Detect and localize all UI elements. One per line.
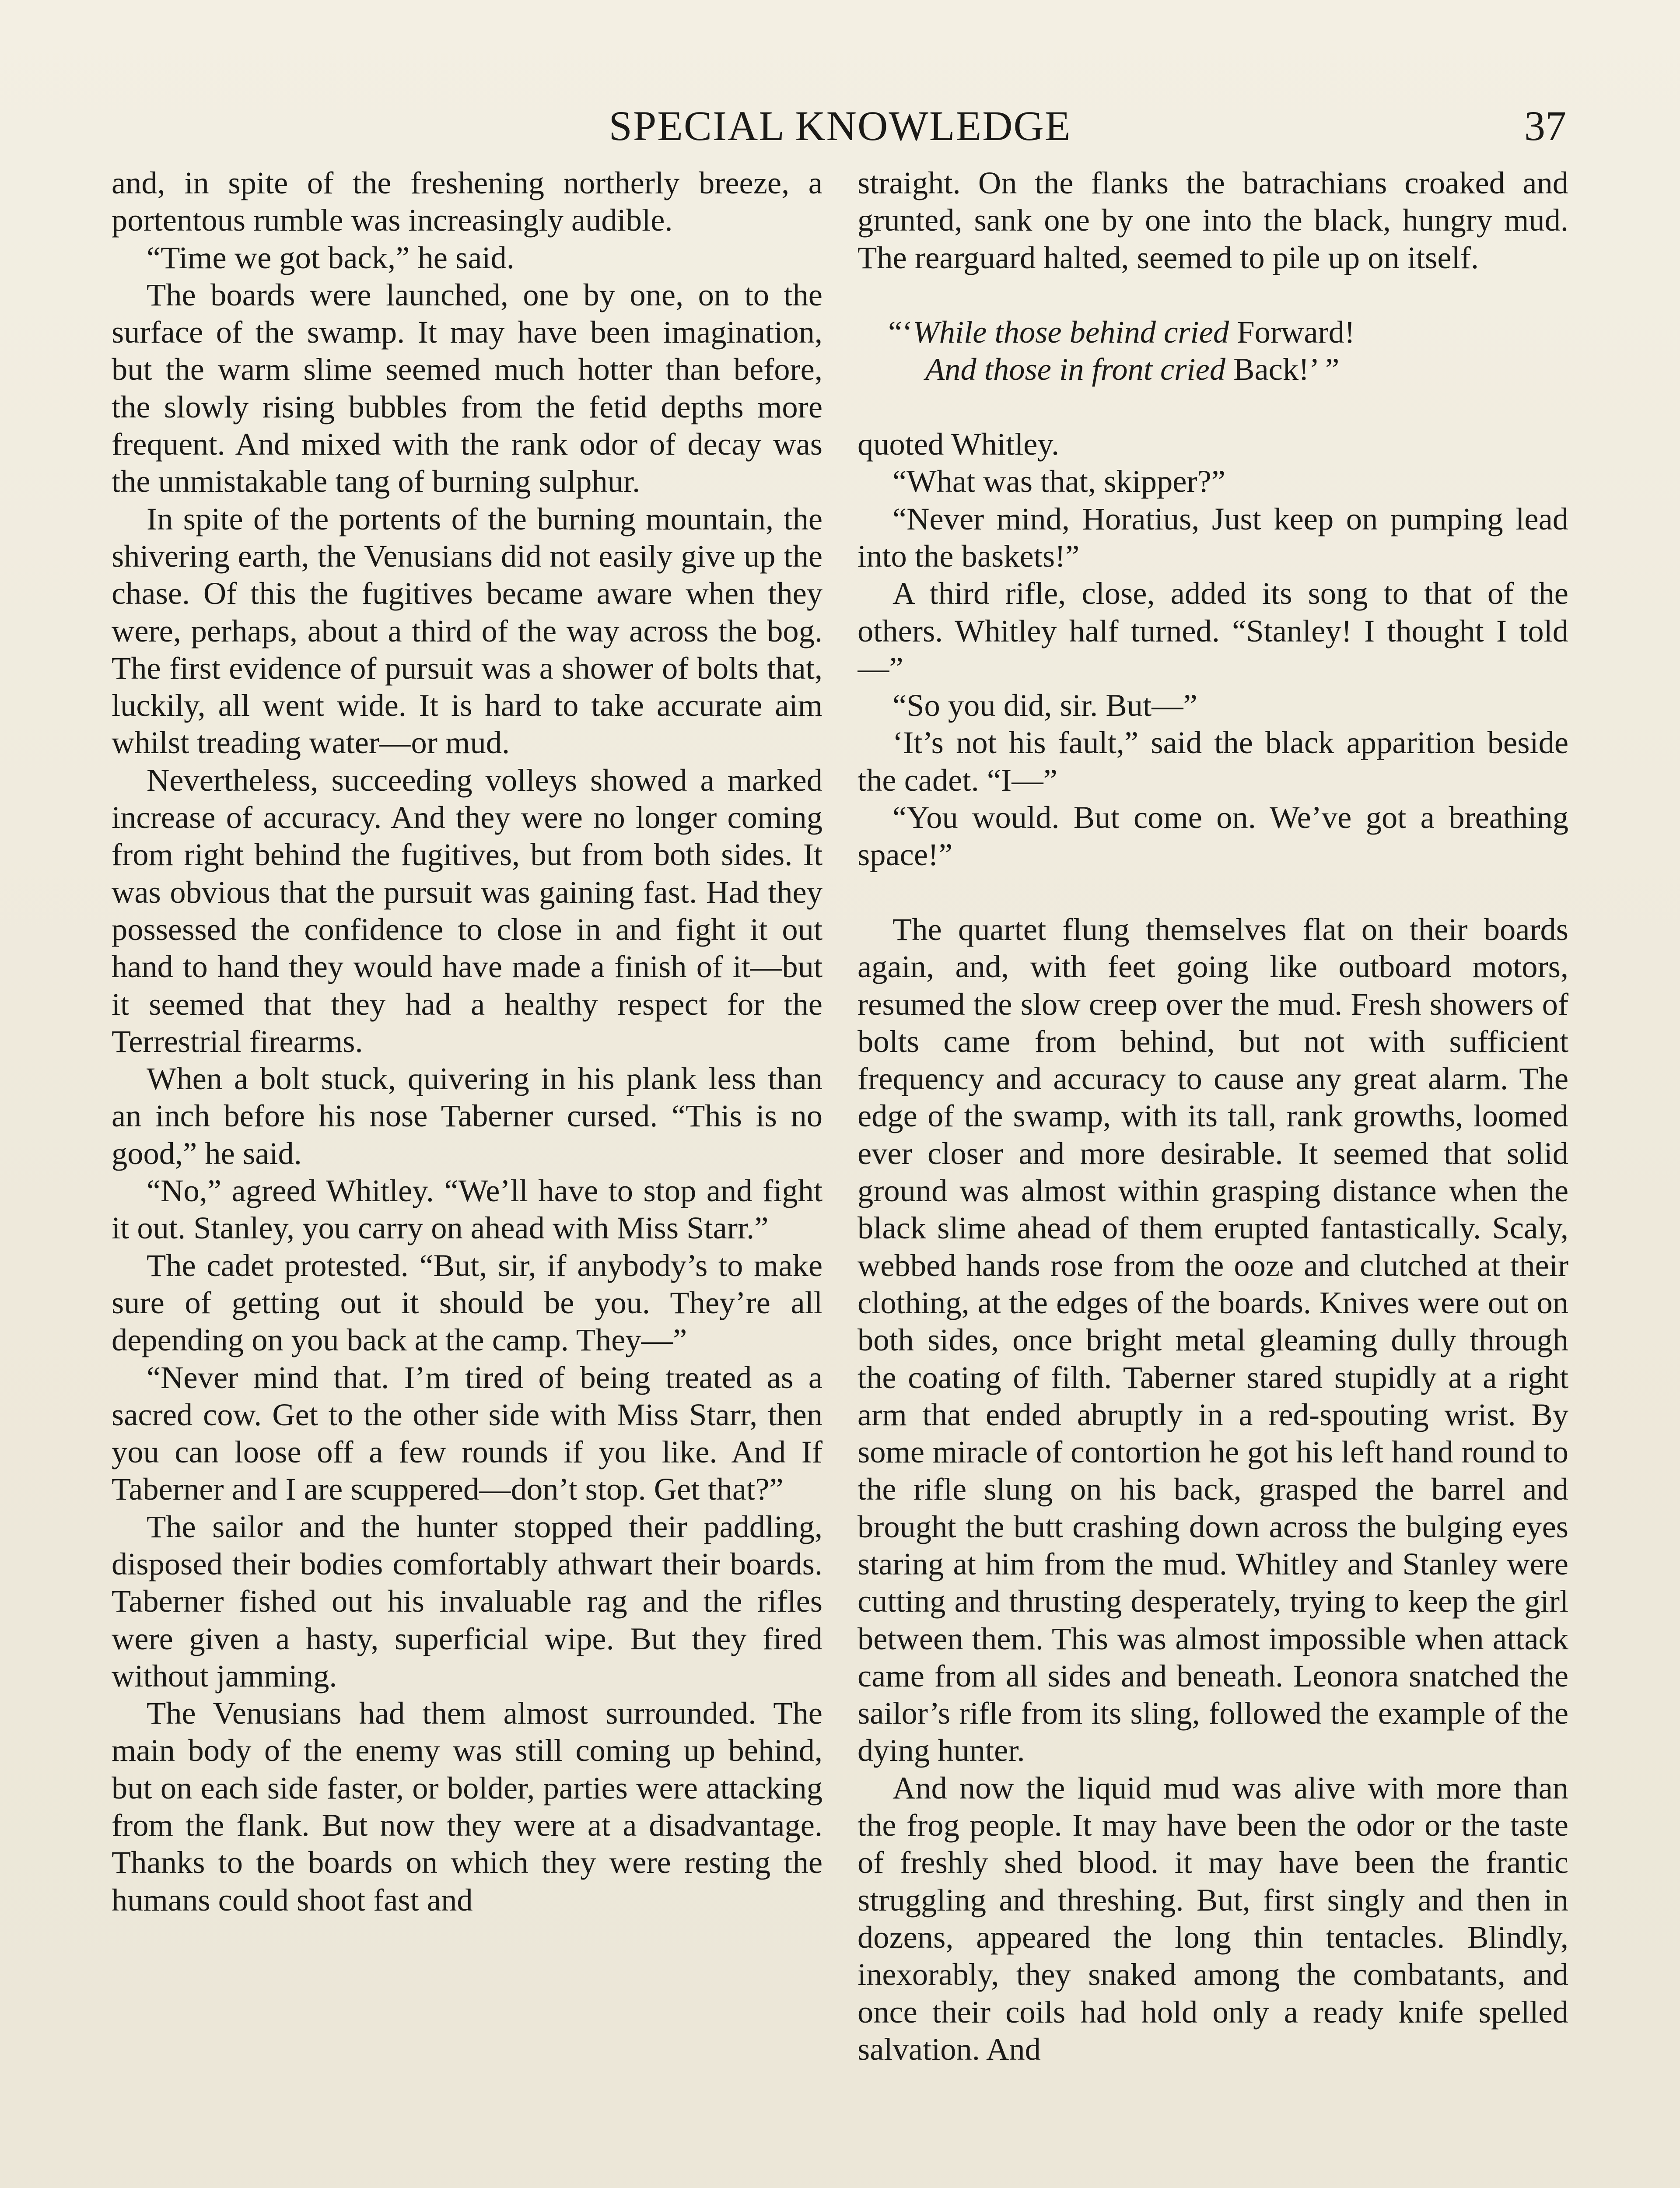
paragraph: “You would. But come on. We’ve got a breathing space!”: [858, 799, 1568, 873]
paragraph: The sailor and the hunter stopped their paddling, disposed their bodies comfortably athwart their boards. Taberner fished out his invaluable rag and the rifles were given a hasty, superficial wipe. But they fired without jamming.: [112, 1508, 822, 1694]
page-number: 37: [1524, 102, 1566, 149]
paragraph: straight. On the flanks the batrachians croaked and grunted, sank one by one into the black, hungry mud. The rearguard halted, seemed to pile up on itself.: [858, 165, 1568, 275]
running-title: SPECIAL KNOWLEDGE: [609, 102, 1071, 149]
paragraph: In spite of the portents of the burning mountain, the shivering earth, the Venusians did not easily give up the chase. Of this the fugitives became aware when they were, perhaps, about a third of the way across the bog. The first evidence of pursuit was a shower of bolts that, luckily, all went wide. It is hard to take accurate aim whilst treading water—or mud.: [112, 501, 822, 761]
right-column: [858, 164, 1568, 2188]
paragraph: The quartet flung themselves flat on their boards again, and, with feet going like outboard motors, resumed the slow creep over the mud. Fresh showers of bolts came from behind, but not with sufficient frequency and accuracy to cause any great alarm. The edge of the swamp, with its tall, rank growths, loomed ever closer and more desirable. It seemed that solid ground was almost within grasping distance when the black slime ahead of them erupted fantastically. Scaly, webbed hands rose from the ooze and clutched at their clothing, at the edges of the boards. Knives were out on both sides, once bright metal gleaming dully through the coating of filth. Taberner stared stupidly at a right arm that ended abruptly in a red-spouting wrist. By some miracle of contortion he got his left hand round to the rifle slung on his back, grasped the barrel and brought the butt crashing down across the bulging eyes staring at him from the mud. Whitley and Stanley were cutting and thrusting desperately, trying to keep the girl between them. This was almost impossible when attack came from all sides and beneath. Leonora snatched the sailor’s rifle from its sling, followed the example of the dying hunter.: [858, 911, 1568, 1768]
verse-quotation: [858, 313, 1568, 388]
paragraph: “No,” agreed Whitley. “We’ll have to stop and fight it out. Stanley, you carry on ahead with Miss Starr.”: [112, 1173, 822, 1246]
paragraph: “Never mind, Horatius, Just keep on pumping lead into the baskets!”: [858, 501, 1568, 574]
paragraph: quoted Whitley.: [858, 426, 1060, 462]
verse-line: “‘While those behind cried Forward!: [888, 314, 1355, 350]
paragraph: The boards were launched, one by one, on to the surface of the swamp. It may have been imagination, but the warm slime seemed much hotter than before, the slowly rising bubbles from the fetid depths more frequent. And mixed with the rank odor of decay was the unmistakable tang of burning sulphur.: [112, 277, 822, 499]
verse-line: And those in front cried Back!’ ”: [925, 351, 1340, 387]
left-column: [112, 164, 822, 2188]
paragraph: Nevertheless, succeeding volleys showed a marked increase of accuracy. And they were no longer coming from right behind the fugitives, but from both sides. It was obvious that the pursuit was gaining fast. Had they possessed the confidence to close in and fight it out hand to hand they would have made a finish of it—but it seemed that they had a healthy respect for the Terrestrial firearms.: [112, 762, 822, 1059]
paragraph: And now the liquid mud was alive with more than the frog people. It may have been the odor or the taste of freshly shed blood. it may have been the frantic struggling and threshing. But, first singly and then in dozens, appeared the long thin tentacles. Blindly, inexorably, they snaked among the combatants, and once their coils had hold only a ready knife spelled salvation. And: [858, 1770, 1568, 2067]
paragraph: The Venusians had them almost surrounded. The main body of the enemy was still coming up behind, but on each side faster, or bolder, parties were attacking from the flank. But now they were at a disadvantage. Thanks to the boards on which they were resting the humans could shoot fast and: [112, 1695, 822, 1918]
paragraph: ‘It’s not his fault,” said the black apparition beside the cadet. “I—”: [858, 725, 1568, 798]
paragraph: “What was that, skipper?”: [892, 463, 1225, 499]
paragraph: When a bolt stuck, quivering in his plank less than an inch before his nose Taberner cursed. “This is no good,” he said.: [112, 1061, 822, 1171]
text-columns: [112, 164, 1568, 2188]
paragraph: “So you did, sir. But—”: [892, 687, 1197, 723]
paragraph: “Time we got back,” he said.: [147, 239, 514, 275]
paragraph: A third rifle, close, added its song to that of the others. Whitley half turned. “Stanley! I thought I told—”: [858, 575, 1568, 686]
page-header: [114, 100, 1566, 152]
paragraph: The cadet protested. “But, sir, if anybody’s to make sure of getting out it should be you. They’re all depending on you back at the camp. They—”: [112, 1247, 822, 1358]
paragraph: and, in spite of the freshening northerly breeze, a portentous rumble was increasingly audible.: [112, 165, 822, 238]
paragraph: “Never mind that. I’m tired of being treated as a sacred cow. Get to the other side with Miss Starr, then you can loose off a few rounds if you like. And If Taberner and I are scuppered—don’t stop. Get that?”: [112, 1359, 822, 1507]
